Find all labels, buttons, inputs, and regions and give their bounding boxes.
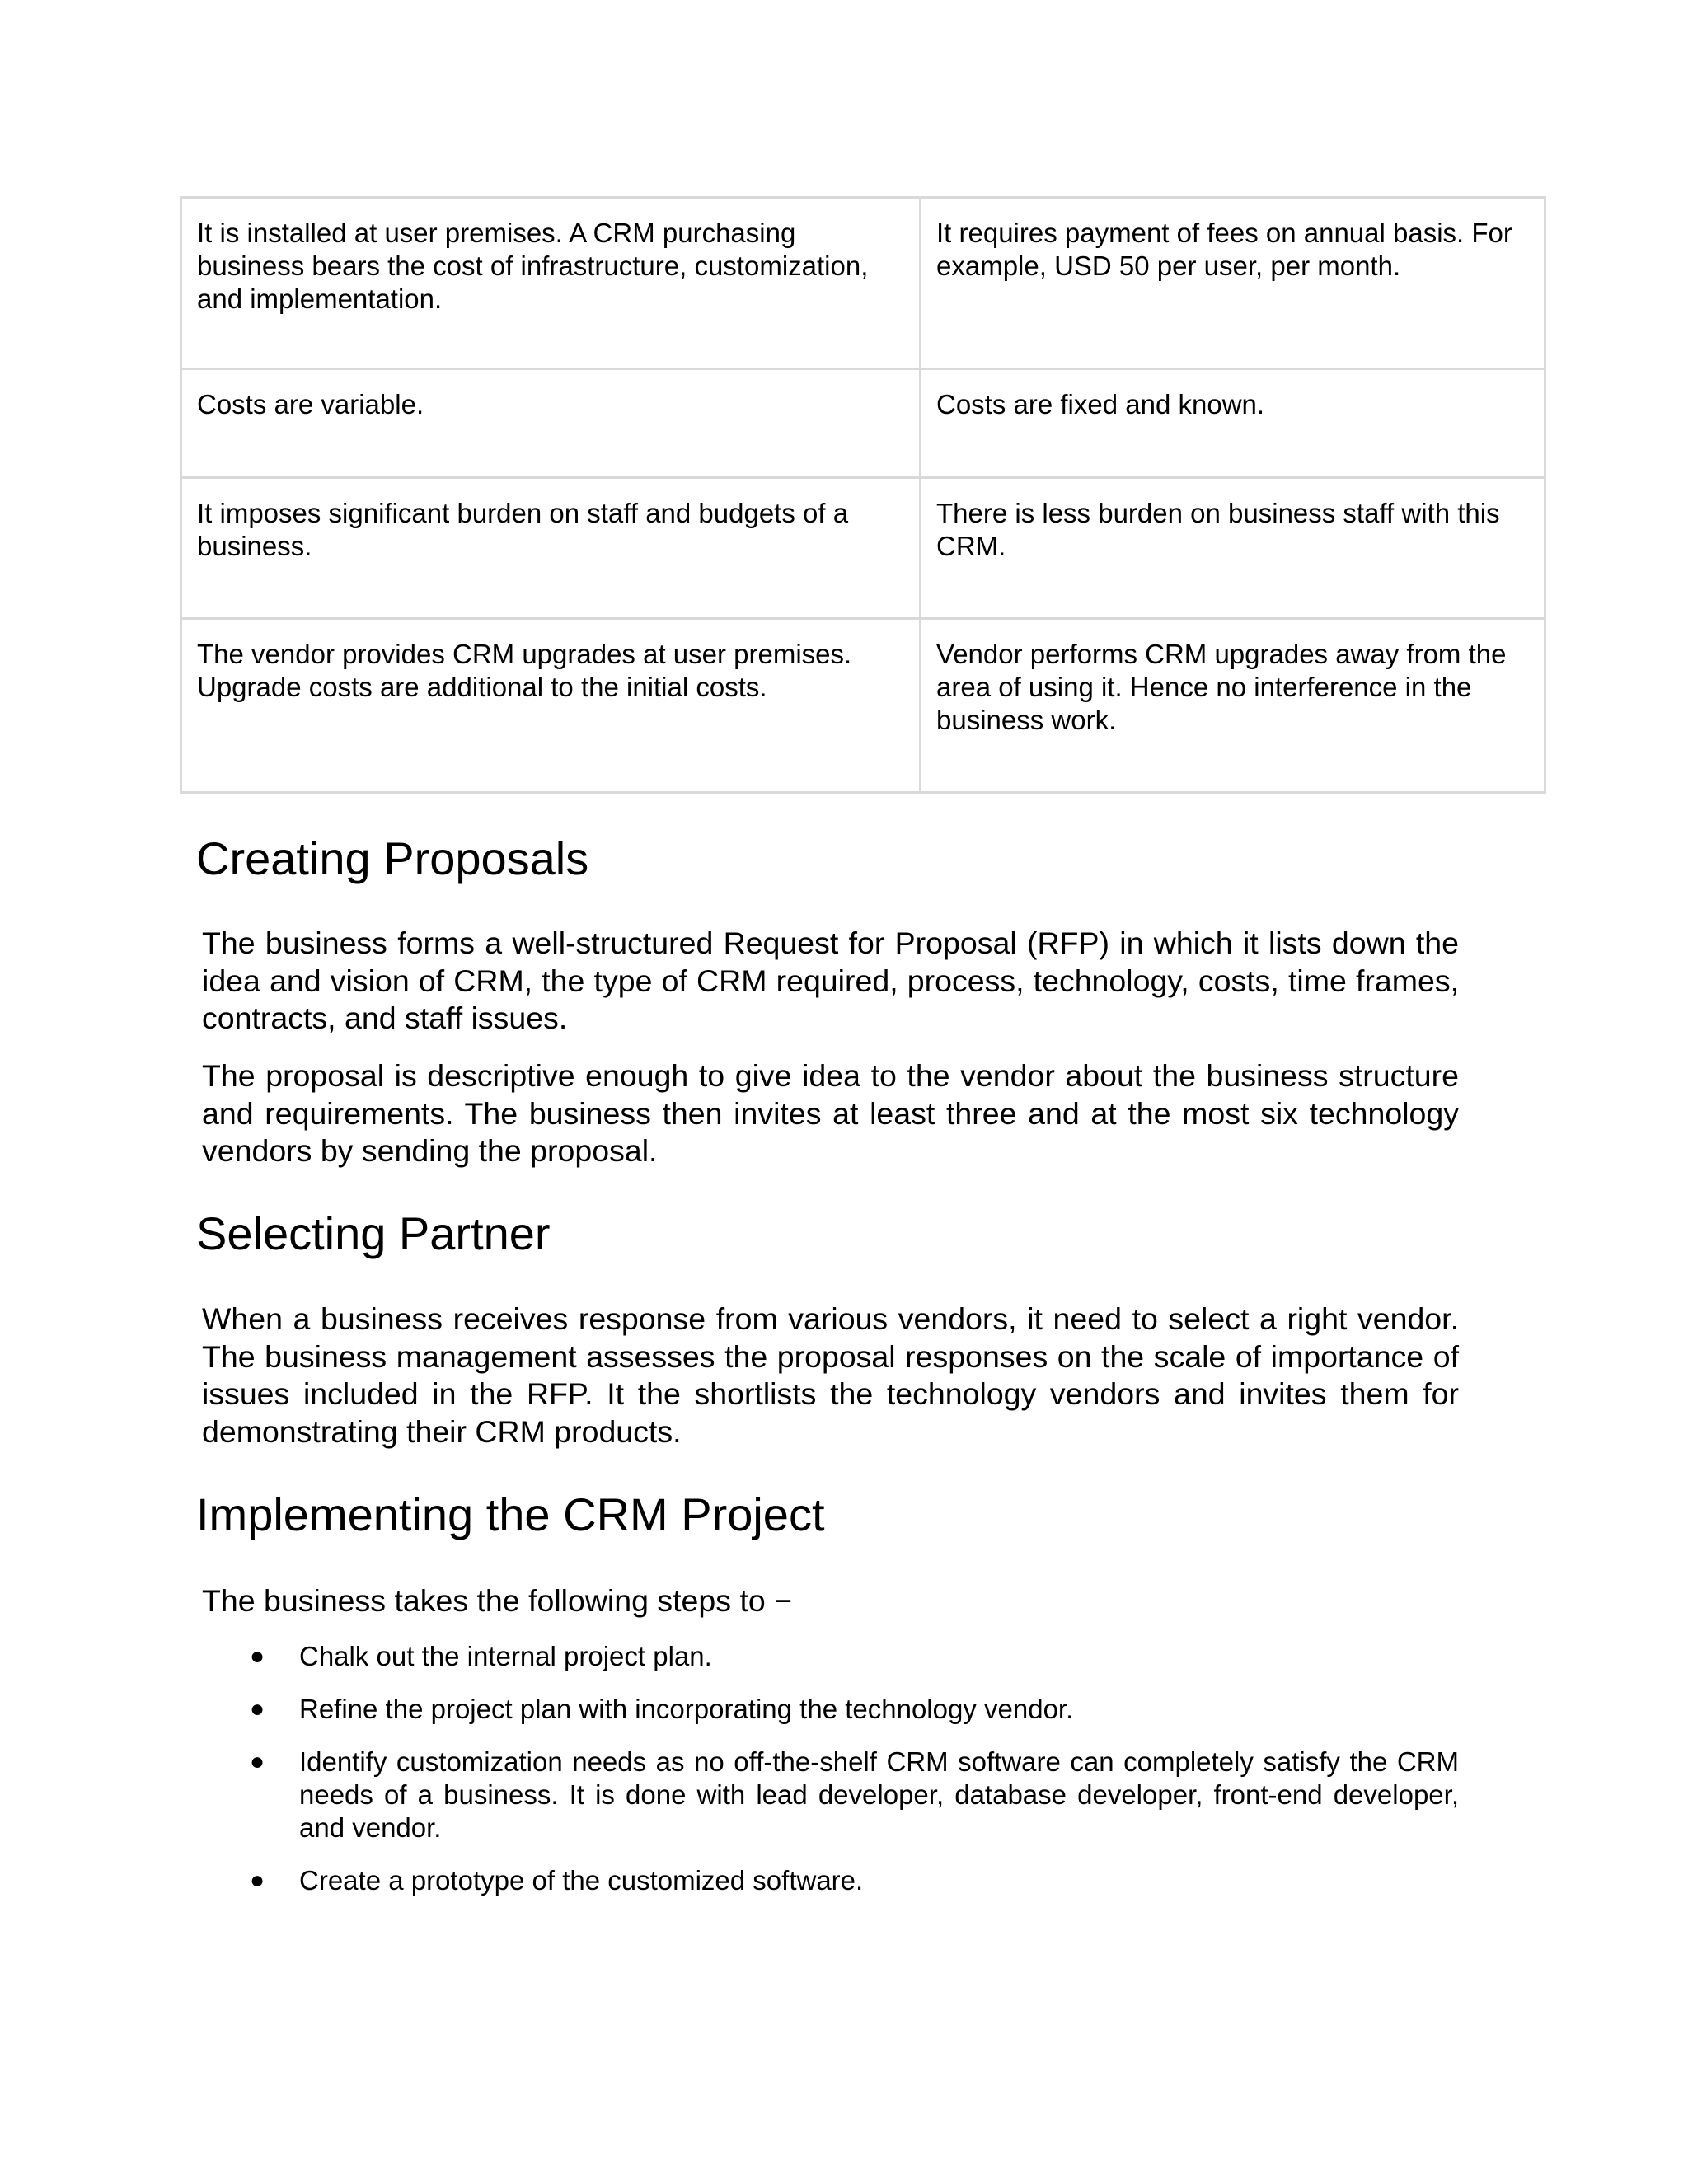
- table-cell-hosted: It requires payment of fees on annual basis. For example, USD 50 per user, per month.: [921, 198, 1545, 369]
- list-item: [202, 1864, 1459, 1897]
- table-cell-onpremise: It imposes significant burden on staff and budgets of a business.: [181, 478, 921, 619]
- paragraph-rfp: The business forms a well-structured Request for Proposal (RFP) in which it lists down the idea and vision of CRM, the type of CRM required, process, technology, costs, time frames, contracts, and staff issues.: [202, 926, 1459, 1035]
- table-cell-hosted: Costs are fixed and known.: [921, 369, 1545, 478]
- implementation-steps-list: [202, 1640, 1459, 1917]
- table-cell-onpremise: It is installed at user premises. A CRM purchasing business bears the cost of infrastructure, customization, and implementation.: [181, 198, 921, 369]
- table-row: [181, 369, 1545, 478]
- table-cell-hosted: There is less burden on business staff with this CRM.: [921, 478, 1545, 619]
- list-item-text: Identify customization needs as no off-the-shelf CRM software can completely satisfy the CRM needs of a business. It is done with lead developer, database developer, front-end developer, and vendor.: [299, 1746, 1459, 1843]
- list-item: [202, 1693, 1459, 1726]
- heading-implementing-crm: Implementing the CRM Project: [196, 1488, 825, 1540]
- paragraph-vendor-selection: When a business receives response from various vendors, it need to select a right vendor. The business management assesses the proposal responses on the scale of importance of issues included in the RFP. It the shortlists the technology vendors and invites them for demonstrating their CRM products.: [202, 1301, 1459, 1449]
- heading-selecting-partner: Selecting Partner: [196, 1207, 551, 1259]
- table-row: [181, 198, 1545, 369]
- list-item-text: Create a prototype of the customized software.: [299, 1865, 864, 1896]
- paragraph-proposal-description: The proposal is descriptive enough to give idea to the vendor about the business structure and requirements. The business then invites at least three and at the most six technology vendors by sending the proposal.: [202, 1058, 1459, 1168]
- bullet-icon: ●: [250, 1867, 265, 1894]
- bullet-icon: ●: [250, 1643, 265, 1670]
- crm-comparison-table: [180, 196, 1546, 794]
- list-item-text: Refine the project plan with incorporating the technology vendor.: [299, 1694, 1074, 1724]
- list-item: [202, 1746, 1459, 1844]
- bullet-icon: ●: [250, 1748, 265, 1775]
- paragraph-steps-intro: The business takes the following steps to −: [202, 1583, 793, 1618]
- list-item: [202, 1640, 1459, 1673]
- table-row: [181, 619, 1545, 793]
- table-cell-onpremise: Costs are variable.: [181, 369, 921, 478]
- table-cell-onpremise: The vendor provides CRM upgrades at user premises. Upgrade costs are additional to the initial costs.: [181, 619, 921, 793]
- bullet-icon: ●: [250, 1695, 265, 1722]
- table-cell-hosted: Vendor performs CRM upgrades away from the area of using it. Hence no interference in the business work.: [921, 619, 1545, 793]
- list-item-text: Chalk out the internal project plan.: [299, 1641, 712, 1671]
- heading-creating-proposals: Creating Proposals: [196, 832, 589, 884]
- table-row: [181, 478, 1545, 619]
